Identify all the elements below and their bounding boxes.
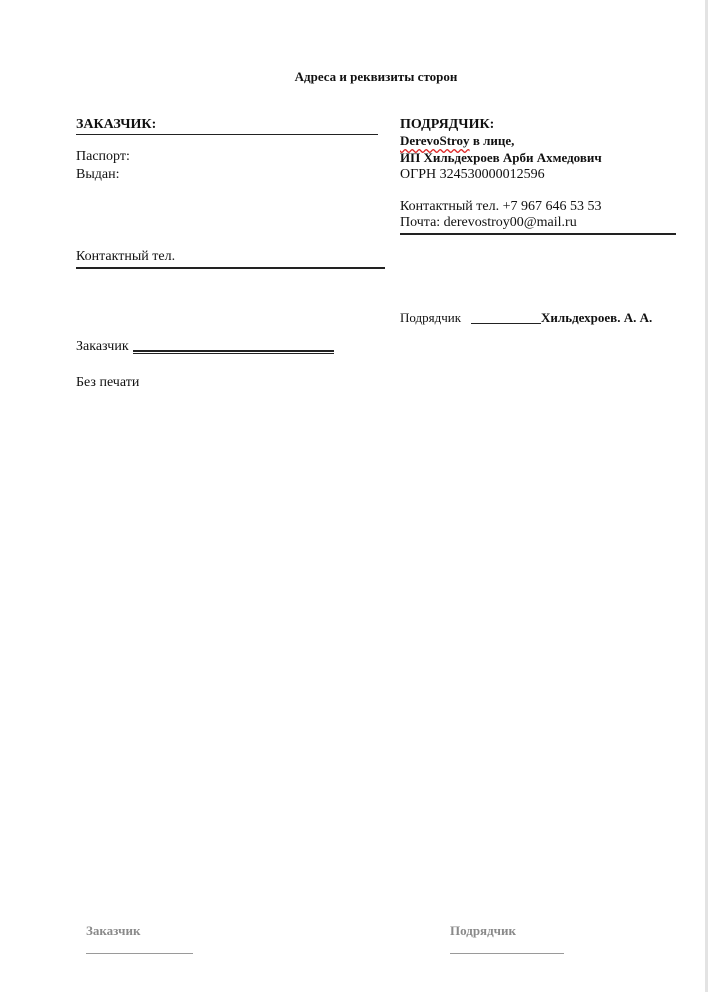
document-title: Адреса и реквизиты сторон bbox=[294, 69, 458, 84]
customer-signature-label: Заказчик bbox=[76, 339, 129, 354]
contractor-email: Почта: derevostroy00@mail.ru bbox=[400, 215, 577, 230]
represented-by: в лице, bbox=[469, 133, 515, 148]
contractor-ogrn: ОГРН 324530000012596 bbox=[400, 167, 545, 182]
footer-customer-line bbox=[86, 953, 193, 954]
company-name: DerevoStroy bbox=[400, 133, 470, 148]
customer-signature-line bbox=[133, 339, 334, 352]
customer-name-line bbox=[76, 134, 378, 135]
customer-contact-line bbox=[76, 267, 385, 269]
contractor-signature-label: Подрядчик bbox=[400, 310, 462, 325]
contractor-signature bbox=[400, 310, 652, 326]
customer-signature bbox=[76, 339, 334, 355]
contractor-person: ИП Хильдехроев Арби Ахмедович bbox=[400, 150, 602, 165]
contractor-heading: ПОДРЯДЧИК: bbox=[400, 117, 495, 132]
footer-contractor-line bbox=[450, 953, 564, 954]
passport-label: Паспорт: bbox=[76, 149, 130, 164]
customer-heading: ЗАКАЗЧИК: bbox=[76, 117, 157, 132]
contractor-signature-line bbox=[471, 312, 541, 324]
footer-contractor-label: Подрядчик bbox=[450, 923, 516, 938]
issued-label: Выдан: bbox=[76, 167, 120, 182]
contractor-phone: Контактный тел. +7 967 646 53 53 bbox=[400, 199, 602, 214]
no-seal-note: Без печати bbox=[76, 375, 140, 390]
footer-customer-label: Заказчик bbox=[86, 923, 141, 938]
customer-contact-label: Контактный тел. bbox=[76, 249, 176, 264]
contractor-company bbox=[400, 133, 514, 149]
contractor-signature-name: Хильдехроев. А. А. bbox=[541, 310, 653, 325]
contractor-details-line bbox=[400, 233, 676, 235]
